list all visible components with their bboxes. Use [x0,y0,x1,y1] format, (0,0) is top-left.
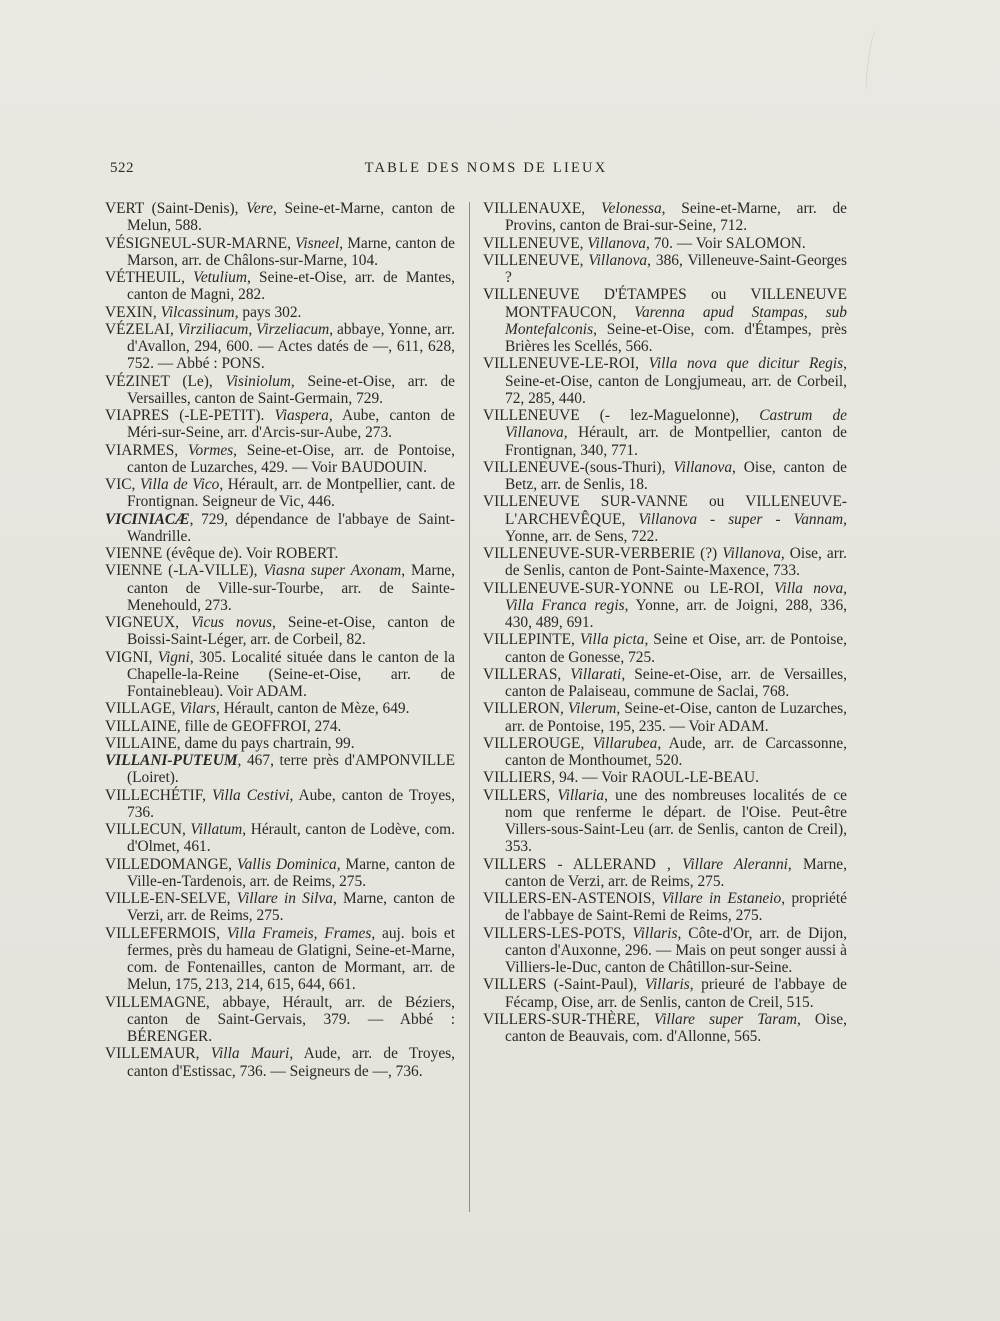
entry-details: , Seine-et-Marne, arr. de Provins, canton de Brai-sur-Seine, 712. [505,200,848,235]
entry-latin-name: Villare in Silva [236,890,333,907]
index-entry [483,735,847,770]
page-header [110,160,862,182]
entry-name: VILLENEUVE, [483,234,588,252]
entry-latin-name: Villa picta [579,631,645,649]
entry-details: , Hérault, arr. de Montpellier, canton de Frontignan, 340, 771. [505,424,847,459]
entry-name: VIENNE (-LA-VILLE), [105,562,264,580]
index-entry [105,476,455,511]
entry-name: VILLEROUGE, [483,734,593,752]
entry-details: , Aube, canton de Méri-sur-Seine, arr. d'Arcis-sur-Aube, 273. [127,407,455,442]
entry-name: VIAPRES (-LE-PETIT). [105,407,275,424]
entry-details: , Seine-et-Oise, arr. de Versailles, canton de Palaiseau, commune de Saclai, 768. [505,665,847,700]
entry-details: , Yonne, arr. de Joigni, 288, 336, 430, 489, 691. [505,596,847,631]
entry-latin-name: Villaria [557,786,605,804]
entry-details: , Aude, arr. de Carcassonne, canton de Monthoumet, 520. [505,734,847,769]
entry-name: VILLERAS, [483,665,571,683]
entry-details: , propriété de l'abbaye de Saint-Remi de Reims, 275. [505,890,847,925]
index-entry [105,925,455,994]
entry-latin-name: Villa Cestivi [211,786,290,804]
entry-name: VILLECUN, [105,821,191,838]
index-entry [483,787,847,856]
entry-name: VILLEMAUR, [105,1045,211,1063]
index-entry [483,235,847,252]
entry-details: , pays 302. [234,303,302,321]
index-entry [105,511,455,546]
entry-latin-name: Vilars [179,700,216,718]
index-entry [483,700,847,735]
entry-latin-name: Villaris [632,924,678,942]
entry-latin-name: Villa nova, Villa Franca regis [505,579,847,614]
index-entry [105,562,455,614]
entry-details: , Marne, canton de Marson, arr. de Châlons-sur-Marne, 104. [127,234,455,269]
entry-details: , 386, Villeneuve-Saint-Georges ? [505,251,847,286]
entry-name: VILLENEUVE D'ÉTAMPES ou VILLENEUVE MONTFAUCON, [483,286,847,321]
entry-latin-name: Vigni [157,648,190,666]
entry-name: VÉZELAI, [105,320,178,338]
entry-name: VIGNEUX, [105,614,191,631]
index-entry [105,321,455,373]
index-entry [483,631,847,666]
index-entry [105,200,455,235]
entry-name: VILLENAUXE, [483,200,601,217]
entry-name: VILLEFERMOIS, [105,924,227,942]
entry-details: , Seine-et-Oise, canton de Boissi-Saint-Léger, arr. de Corbeil, 82. [127,614,456,649]
left-column [105,200,455,1080]
entry-details: , 729, dépendance de l'abbaye de Saint-Wandrille. [127,510,455,545]
entry-name: VILLERS-EN-ASTENOIS, [483,890,662,907]
entry-name: VILLANI-PUTEUM [105,752,238,769]
entry-details: , Seine-et-Oise, com. d'Étampes, près Brières les Scellés, 566. [505,320,847,355]
index-entry [105,718,455,735]
entry-name: VILLEPINTE, [483,631,580,649]
index-entry [105,442,455,477]
entry-details: , Marne, canton de Verzi, arr. de Reims, 275. [127,890,455,925]
entry-name: VILLIERS, 94. — Voir RAOUL-LE-BEAU. [483,769,760,787]
entry-name: VILLECHÉTIF, [105,786,212,804]
entry-latin-name: Vallis Dominica [236,855,337,873]
index-entry [483,459,847,494]
index-entry [483,252,847,287]
entry-details: , une des nombreuses localités de ce nom que renferme le départ. de l'Oise. Peut-être Villers-sous-Saint-Leu (arr. de Senlis, canton de Creil), 353. [505,786,847,856]
entry-name: VILLENEUVE-(sous-Thuri), [483,458,674,476]
page-edge-mark [864,30,883,91]
index-entry [483,545,847,580]
entry-name: VILLE-EN-SELVE, [105,890,237,907]
entry-latin-name: Velonessa [600,200,662,217]
index-entry [483,355,847,407]
entry-name: VILLERS, [483,786,558,804]
entry-name: VIGNI, [105,648,158,666]
entry-details: , Yonne, arr. de Sens, 722. [505,510,847,545]
index-entry [483,769,847,786]
entry-name: VIARMES, [105,441,188,459]
index-entry [105,614,455,649]
entry-name: VÉTHEUIL, [105,269,194,286]
right-column [483,200,847,1045]
entry-latin-name: Villare in Estaneio [661,890,782,907]
entry-name: VILLERS - ALLERAND , [483,855,683,873]
entry-details: , Oise, canton de Betz, arr. de Senlis, 18. [505,458,847,493]
entry-details: , 70. — Voir SALOMON. [646,234,806,252]
entry-details: , Aude, arr. de Troyes, canton d'Estissac, 736. — Seigneurs de —, 736. [127,1045,455,1080]
entry-details: , prieuré de l'abbaye de Fécamp, Oise, arr. de Senlis, canton de Creil, 515. [505,976,848,1011]
entry-latin-name: Viaspera [274,407,329,424]
entry-name: VILLAGE, [105,700,180,718]
entry-name: VICINIACÆ [105,510,190,528]
entry-details: , Seine-et-Marne, canton de Melun, 588. [127,200,455,235]
entry-details: , auj. bois et fermes, près du hameau de Glatigni, Seine-et-Marne, com. de Fontenailles, canton de Mormant, arr. de Melun, 175, 213, 214, 615, 644, 661. [127,924,455,994]
entry-details: , 467, terre près d'AMPONVILLE (Loiret). [127,752,455,787]
index-entry [105,787,455,822]
index-entry [483,666,847,701]
entry-name: VILLENEUVE-LE-ROI, [483,355,649,373]
index-entry [105,545,455,562]
entry-latin-name: Vetulium [193,269,247,286]
entry-name: VÉZINET (Le), [105,372,226,390]
index-entry [105,407,455,442]
entry-details: , Côte-d'Or, arr. de Dijon, canton d'Auxonne, 296. — Mais on peut songer aussi à Villiers-le-Duc, canton de Châtillon-sur-Seine. [505,924,847,976]
entry-name: VILLENEUVE-SUR-VERBERIE (?) [483,545,723,562]
entry-name: VILLENEUVE SUR-VANNE ou VILLENEUVE-L'ARCHEVÊQUE, [483,493,847,528]
index-entry [483,890,847,925]
index-entry [105,735,455,752]
entry-latin-name: Villanova [587,234,646,252]
entry-name: VILLEDOMANGE, [105,855,237,873]
entry-name: VILLAINE, dame du pays chartrain, 99. [105,734,355,752]
entry-details: , Aube, canton de Troyes, 736. [127,786,456,821]
entry-name: VILLEMAGNE, abbaye, Hérault, arr. de Béziers, canton de Saint-Gervais, 379. — Abbé : BÉRENGER. [105,993,455,1045]
entry-name: VILLAINE, fille de GEOFFROI, 274. [105,717,342,735]
index-entry [105,373,455,408]
index-entry [105,752,455,787]
entry-details: , Marne, canton de Verzi, arr. de Reims, 275. [505,855,847,890]
entry-name: VILLENEUVE-SUR-YONNE ou LE-ROI, [483,579,775,597]
entry-name: VILLERS (-Saint-Paul), [483,976,645,994]
index-entry [105,856,455,891]
entry-details: , Seine-et-Oise, canton de Luzarches, arr. de Pontoise, 195, 235. — Voir ADAM. [505,700,847,735]
entry-details: , Oise, canton de Beauvais, com. d'Allonne, 565. [505,1010,847,1045]
entry-name: VILLERS-LES-POTS, [483,924,633,942]
entry-latin-name: Villa nova que dicitur Regis [648,355,844,373]
entry-latin-name: Visiniolum [225,372,291,390]
entry-latin-name: Virziliacum, Virzeliacum [177,320,330,338]
index-entry [105,1045,455,1080]
entry-details: , Seine-et-Oise, arr. de Mantes, canton de Magni, 282. [127,269,455,304]
entry-latin-name: Vilerum [567,700,617,718]
entry-latin-name: Visneel [295,234,340,252]
index-entry [483,580,847,632]
entry-latin-name: Villaris [644,976,690,994]
entry-latin-name: Villanova - super - Vannam [638,510,844,528]
column-divider [469,202,470,1212]
entry-latin-name: Castrum de Villanova [505,407,847,442]
entry-details: , Seine-et-Oise, canton de Longjumeau, arr. de Corbeil, 72, 285, 440. [505,355,847,407]
index-entry [105,235,455,270]
entry-details: , Hérault, canton de Mèze, 649. [215,700,410,718]
entry-name: VILLERS-SUR-THÈRE, [483,1010,654,1028]
entry-name: VERT (Saint-Denis), [105,200,247,217]
entry-latin-name: Villare Aleranni [682,855,788,873]
index-entry [105,821,455,856]
running-title: TABLE DES NOMS DE LIEUX [364,160,608,176]
entry-details: , Hérault, arr. de Montpellier, cant. de Frontignan. Seigneur de Vic, 446. [127,476,455,511]
entry-details: , Marne, canton de Ville-sur-Tourbe, arr. de Sainte-Menehould, 273. [127,562,455,614]
entry-name: VIC, [105,476,140,493]
entry-latin-name: Vicus novus [190,614,272,631]
entry-latin-name: Villatum [190,821,243,838]
index-entry [105,700,455,717]
entry-name: VEXIN, [105,303,161,321]
entry-details: , Oise, arr. de Senlis, canton de Pont-Sainte-Maxence, 733. [505,545,847,580]
entry-details: , Marne, canton de Ville-en-Tardenois, arr. de Reims, 275. [127,855,455,890]
index-entry [483,200,847,235]
entry-latin-name: Villanova [722,545,781,562]
entry-latin-name: Villanova [588,251,648,269]
entry-name: VILLENEUVE (- lez-Maguelonne), [483,407,760,424]
index-entry [483,286,847,355]
entry-latin-name: Villa Frameis, Frames [226,924,372,942]
index-entry [105,890,455,925]
index-entry [483,493,847,545]
index-entry [105,994,455,1046]
entry-latin-name: Villa de Vico [139,476,220,493]
entry-name: VILLERON, [483,700,568,718]
entry-latin-name: Villarubea [592,734,658,752]
entry-latin-name: Viasna super Axonam [263,562,402,580]
entry-details: , 305. Localité située dans le canton de la Chapelle-la-Reine (Seine-et-Oise, arr. de Fontainebleau). Voir ADAM. [127,648,455,700]
index-entry [105,269,455,304]
entry-details: , abbaye, Yonne, arr. d'Avallon, 294, 600. — Actes datés de —, 611, 628, 752. — Abbé : PONS. [127,320,455,373]
entry-name: VILLENEUVE, [483,251,589,269]
entry-latin-name: Vere [246,200,273,217]
entry-latin-name: Villa Mauri [210,1045,290,1063]
entry-details: , Seine et Oise, arr. de Pontoise, canton de Gonesse, 725. [505,631,848,666]
entry-details: , Seine-et-Oise, arr. de Pontoise, canton de Luzarches, 429. — Voir BAUDOUIN. [127,441,455,476]
index-entry [483,856,847,891]
entry-latin-name: Vilcassinum [160,303,235,321]
entry-name: VÉSIGNEUL-SUR-MARNE, [105,234,296,252]
entry-latin-name: Varenna apud Stampas, sub Montefalconis [505,303,847,338]
entry-latin-name: Villanova [673,458,733,476]
index-entry [105,649,455,701]
index-entry [483,1011,847,1046]
index-entry [105,304,455,321]
entry-name: VIENNE (évêque de). Voir ROBERT. [105,545,339,562]
index-entry [483,976,847,1011]
entry-latin-name: Villare super Taram [653,1010,797,1028]
entry-details: , Hérault, canton de Lodève, com. d'Olmet, 461. [127,821,455,856]
index-entry [483,925,847,977]
page-number: 522 [110,160,134,176]
entry-latin-name: Vormes [187,441,234,459]
index-entry [483,407,847,459]
entry-details: , Seine-et-Oise, arr. de Versailles, canton de Saint-Germain, 729. [127,372,455,407]
entry-latin-name: Villarati [570,665,622,683]
